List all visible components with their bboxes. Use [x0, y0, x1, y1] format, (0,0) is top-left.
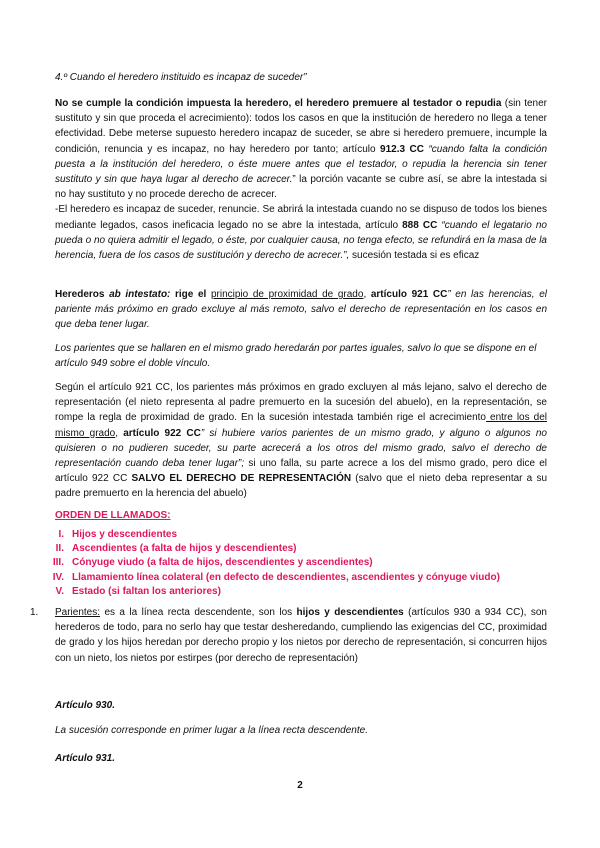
- list-number: III.: [52, 557, 64, 569]
- text-run: Según el artículo 921 CC, los parientes más próximos en grado excluyen al más lejano, salvo el derecho de representación (el nieto representa al padre premuerto en la sucesión del abuelo), en la representación, se rompe la regla de proximidad de grado. En la sucesión intestada también rige el acrecimiento: [55, 382, 547, 424]
- article-quote: ” en las herencias, el pariente más próximo en grado excluye al más remoto, salvo el derecho de representación en los casos en que deba tener lugar.: [55, 289, 547, 331]
- article-ref: 912.3 CC: [380, 143, 424, 155]
- bold-text: hijos y descendientes: [296, 607, 404, 618]
- list-text: Ascendientes (a falta de hijos y descendientes): [72, 543, 297, 555]
- article-ref: artículo 921 CC: [370, 289, 448, 300]
- list-text: Estado (si faltan los anteriores): [72, 585, 221, 597]
- bold-text: Herederos: [55, 289, 110, 300]
- text-run: (sin tener sustituto y sin que proceda el acrecimiento): todos los casos en que la institución de heredero no llega a tener efectividad. Debe meterse supuesto heredero incapaz de suceder, se abre si heredero premuere, incumple la condición, renuncia y es incapaz, no hay heredero por tanto; artículo: [55, 98, 548, 155]
- text-run: (artículos 930 a 934 CC), son herederos de todo, para no serlo hay que testar desheredando, cumpliendo las exigencias del CC, proximidad de grado y los hijos heredan por derecho propio y los nietos por derecho de representación, si concurren hijos con un nieto, los nietos por estirpes (por derecho de representación): [55, 607, 547, 664]
- paragraph-ab-intestato: [55, 287, 547, 333]
- article-930-text: La sucesión corresponde en primer lugar a la línea recta descendente.: [55, 725, 368, 736]
- article-quote: “cuando falta la condición puesta a la institución del heredero, o éste muere antes que el testador, o repudia la herencia sin tener sustituto y sin que haya lugar al derecho de acrecer.: [55, 143, 547, 186]
- text-run: ,: [115, 427, 124, 439]
- article-quote: “cuando el legatario no pueda o no quiera admitir el legado, o éste, por cualquier causa, no tenga efecto, se refundirá en la masa de la herencia, fuera de los casos de sustitución y derecho de acrecer.”,: [55, 219, 547, 262]
- section-heading: 4.º Cuando el heredero instituido es incapaz de suceder”: [55, 72, 307, 83]
- list-text: Llamamiento línea colateral (en defecto de descendientes, ascendientes y cónyuge viudo): [72, 571, 500, 583]
- item-label: Parientes:: [55, 607, 101, 618]
- numbered-item-parientes: [22, 605, 547, 666]
- article-quote: ” si hubiere varios parientes de un mismo grado, y alguno o algunos no quisieren o no pudieren suceder, su parte acrecerá a los otros del mismo grado, salvo el derecho de representación cuando deba tener lugar”;: [55, 427, 547, 470]
- order-list: [30, 528, 550, 599]
- lead-text: No se cumple la condición impuesta la heredero, el heredero premuere al testador o repudia: [55, 98, 502, 109]
- text-run: (salvo que el nieto deba representar a su padre premuerto en la herencia del abuelo): [55, 473, 548, 500]
- bold-italic-text: ab intestato:: [109, 289, 171, 300]
- caps-text: SALVO EL DERECHO DE REPRESENTACIÓN: [131, 473, 352, 485]
- order-title: ORDEN DE LLAMADOS:: [55, 510, 171, 521]
- list-text: Hijos y descendientes: [72, 529, 178, 540]
- article-930-title: Artículo 930.: [55, 700, 116, 711]
- list-number: IV.: [52, 571, 64, 583]
- text-run: sucesión testada si es eficaz: [349, 250, 480, 262]
- text-run: si uno falla, su parte acrece a los del mismo grado, pero dice el artículo 922 CC: [55, 458, 547, 485]
- list-item: [30, 556, 550, 570]
- article-931-title: Artículo 931.: [55, 753, 116, 764]
- text-run: -El heredero es incapaz de suceder, renuncie. Se abrirá la intestada cuando no se dispuso de todos los bienes mediante legados, casos ineficacia legado no se abre la intestada, artículo: [55, 204, 547, 231]
- list-text: Cónyuge viudo (a falta de hijos, descendientes y ascendientes): [72, 557, 373, 569]
- bold-text: rige el: [170, 289, 211, 300]
- article-ref: artículo 922 CC: [123, 427, 201, 439]
- list-item: [30, 585, 550, 599]
- list-number: II.: [55, 543, 64, 555]
- list-item: [30, 542, 550, 556]
- text-run: ,: [363, 289, 371, 300]
- item-number: 1.: [30, 607, 39, 618]
- text-run: es a la línea recta descendente, son los: [100, 607, 297, 618]
- text-run: ” la porción vacante se cubre así, se abre la intestada si no hay sustituto y no procede derecho de acrecer.: [55, 174, 547, 201]
- underlined-text: entre los del mismo grado: [55, 412, 547, 439]
- list-number: V.: [55, 585, 64, 597]
- paragraph-same-degree: Los parientes que se hallaren en el mismo grado heredarán por partes iguales, salvo lo que se dispone en el artículo 949 sobre el doble vínculo.: [55, 343, 537, 370]
- proximity-principle: principio de proximidad de grado: [210, 289, 364, 300]
- list-item: [30, 571, 550, 585]
- article-ref: 888 CC: [402, 219, 438, 231]
- list-item: [30, 528, 550, 542]
- paragraph-intestate-opening: [55, 96, 547, 263]
- list-number: I.: [58, 529, 64, 540]
- page-number: 2: [297, 780, 303, 791]
- paragraph-representation: [55, 380, 547, 502]
